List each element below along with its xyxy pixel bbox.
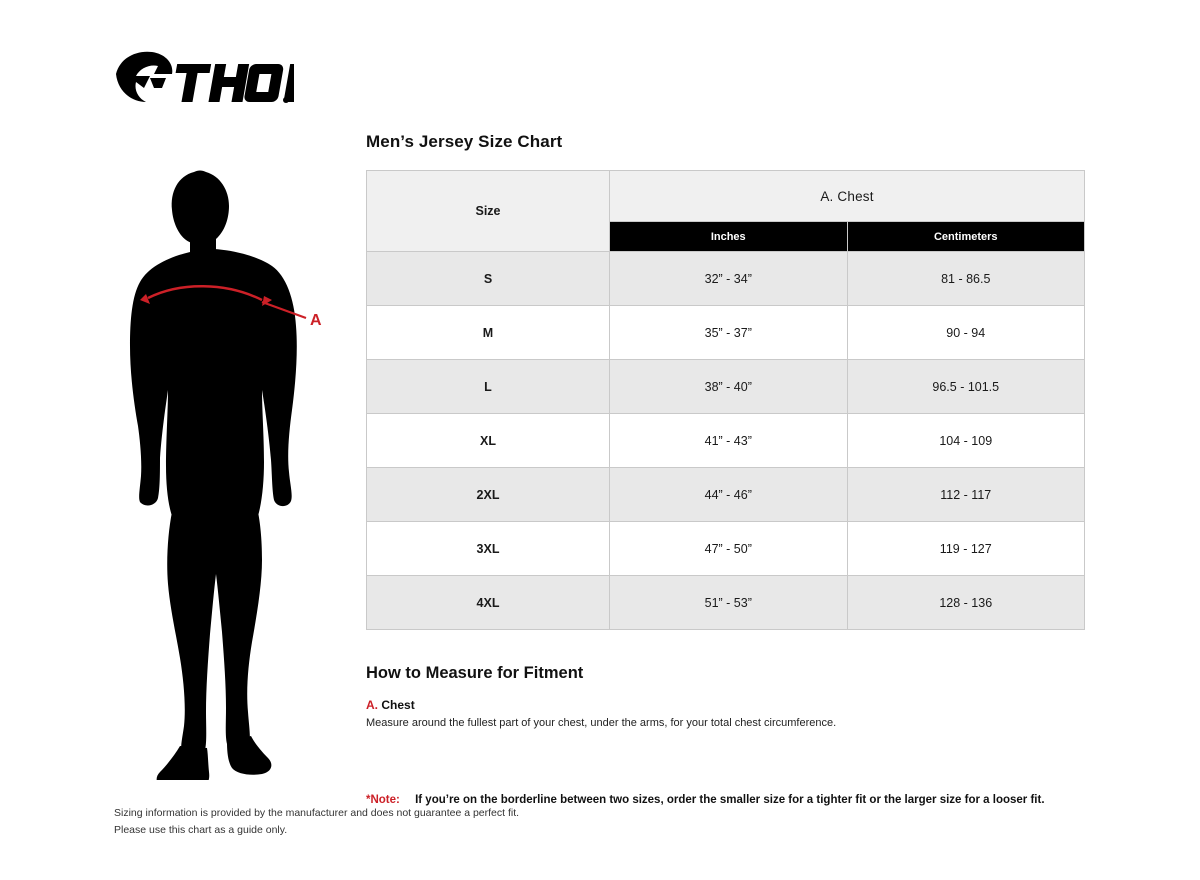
cell-inches: 41” - 43” [610, 414, 848, 468]
header-size: Size [367, 171, 610, 252]
footer-line-2: Please use this chart as a guide only. [114, 823, 288, 836]
silhouette-figure [130, 171, 297, 781]
cell-size: L [367, 360, 610, 414]
cell-centimeters: 119 - 127 [847, 522, 1085, 576]
note-text: If you’re on the borderline between two sizes, order the smaller size for a tighter fit or the larger size for a looser fit. [415, 794, 1045, 807]
how-to-measure-title: How to Measure for Fitment [366, 664, 584, 682]
size-chart-content [366, 132, 1086, 806]
footer-line-1: Sizing information is provided by the manufacturer and does not guarantee a perfect fit. [114, 807, 520, 820]
table-row [367, 360, 1085, 414]
cell-centimeters: 90 - 94 [847, 306, 1085, 360]
footer-disclaimer [114, 805, 519, 838]
cell-inches: 47” - 50” [610, 522, 848, 576]
cell-centimeters: 104 - 109 [847, 414, 1085, 468]
table-row [367, 414, 1085, 468]
cell-centimeters: 81 - 86.5 [847, 252, 1085, 306]
cell-centimeters: 96.5 - 101.5 [847, 360, 1085, 414]
table-header-row [367, 171, 1085, 222]
size-chart-table [366, 170, 1085, 630]
cell-centimeters: 128 - 136 [847, 576, 1085, 630]
header-centimeters: Centimeters [847, 222, 1085, 252]
page-title: Men’s Jersey Size Chart [366, 132, 563, 151]
cell-size: XL [367, 414, 610, 468]
measure-item-chest [366, 697, 1086, 732]
table-row [367, 252, 1085, 306]
note-label: *Note: [366, 794, 400, 807]
cell-inches: 51” - 53” [610, 576, 848, 630]
cell-inches: 32” - 34” [610, 252, 848, 306]
cell-size: 3XL [367, 522, 610, 576]
cell-inches: 35” - 37” [610, 306, 848, 360]
body-silhouette-diagram [110, 160, 340, 780]
measure-item-label [366, 697, 1086, 713]
table-row [367, 522, 1085, 576]
size-chart-body [367, 252, 1085, 630]
callout-label-a: A [310, 312, 322, 329]
cell-size: 2XL [367, 468, 610, 522]
cell-inches: 44” - 46” [610, 468, 848, 522]
thor-logo [114, 48, 294, 110]
header-chest-group: A. Chest [610, 171, 1085, 222]
table-row [367, 576, 1085, 630]
measure-description: Measure around the fullest part of your chest, under the arms, for your total chest circumference. [366, 717, 837, 730]
cell-size: 4XL [367, 576, 610, 630]
cell-size: S [367, 252, 610, 306]
cell-size: M [367, 306, 610, 360]
note-line [366, 794, 1086, 806]
cell-centimeters: 112 - 117 [847, 468, 1085, 522]
measure-marker: A. [366, 698, 378, 712]
table-row [367, 468, 1085, 522]
measure-name: Chest [381, 698, 415, 712]
table-row [367, 306, 1085, 360]
cell-inches: 38” - 40” [610, 360, 848, 414]
header-inches: Inches [610, 222, 848, 252]
